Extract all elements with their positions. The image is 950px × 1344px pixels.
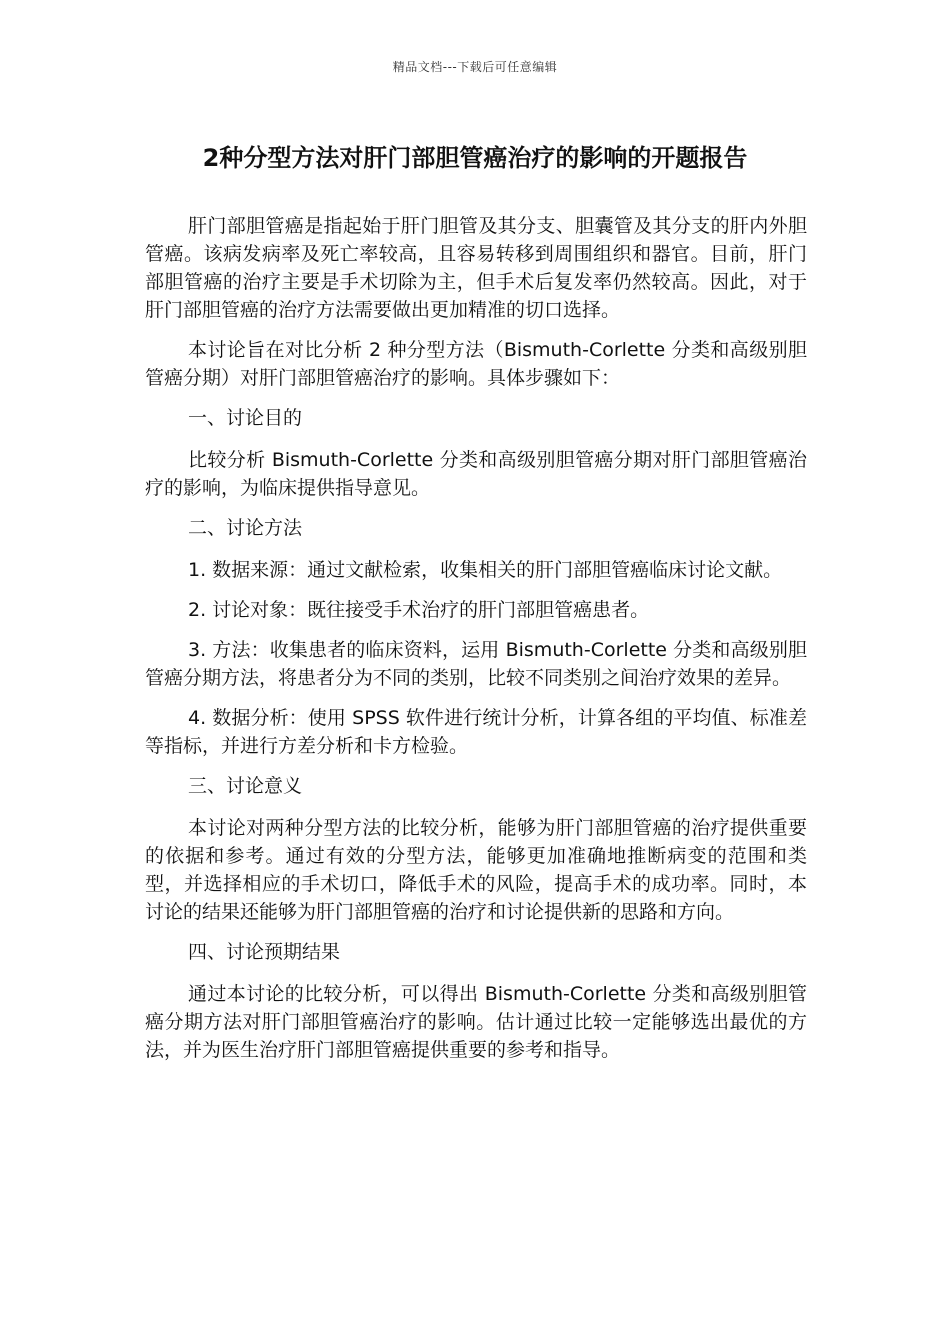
purpose-paragraph: 比较分析 Bismuth-Corlette 分类和高级别胆管癌分期对肝门部胆管癌治疗的影响，为临床提供指导意见。 <box>145 449 807 499</box>
expected-results-paragraph: 通过本讨论的比较分析，可以得出 Bismuth-Corlette 分类和高级别胆管癌分期方法对肝门部胆管癌治疗的影响。估计通过比较一定能够选出最优的方法，并为医生治疗肝门部胆管癌提供重要的参考和指导。 <box>145 983 807 1061</box>
significance-paragraph: 本讨论对两种分型方法的比较分析，能够为肝门部胆管癌的治疗提供重要的依据和参考。通过有效的分型方法，能够更加准确地推断病变的范围和类型，并选择相应的手术切口，降低手术的风险，提高手术的成功率。同时，本讨论的结果还能够为肝门部胆管癌的治疗和讨论提供新的思路和方向。 <box>145 817 807 923</box>
method-item-4: 4. 数据分析：使用 SPSS 软件进行统计分析，计算各组的平均值、标准差等指标，并进行方差分析和卡方检验。 <box>145 707 807 757</box>
section-heading-significance: 三、讨论意义 <box>188 775 303 797</box>
section-heading-methods: 二、讨论方法 <box>188 517 303 539</box>
page-header-note: 精品文档---下载后可任意编辑 <box>392 60 558 74</box>
document-title: 2种分型方法对肝门部胆管癌治疗的影响的开题报告 <box>202 144 748 172</box>
method-item-3: 3. 方法：收集患者的临床资料，运用 Bismuth-Corlette 分类和高级别胆管癌分期方法，将患者分为不同的类别，比较不同类别之间治疗效果的差异。 <box>145 639 807 689</box>
method-item-1: 1. 数据来源：通过文献检索，收集相关的肝门部胆管癌临床讨论文献。 <box>188 559 783 581</box>
section-heading-expected-results: 四、讨论预期结果 <box>188 941 341 963</box>
method-item-2: 2. 讨论对象：既往接受手术治疗的肝门部胆管癌患者。 <box>188 599 650 621</box>
section-heading-purpose: 一、讨论目的 <box>188 407 303 429</box>
intro-paragraph: 肝门部胆管癌是指起始于肝门胆管及其分支、胆囊管及其分支的肝内外胆管癌。该病发病率及死亡率较高，且容易转移到周围组织和器官。目前，肝门部胆管癌的治疗主要是手术切除为主，但手术后复发率仍然较高。因此，对于肝门部胆管癌的治疗方法需要做出更加精准的切口选择。 <box>145 215 807 321</box>
aim-paragraph: 本讨论旨在对比分析 2 种分型方法（Bismuth-Corlette 分类和高级别胆管癌分期）对肝门部胆管癌治疗的影响。具体步骤如下： <box>145 339 807 389</box>
document-body <box>145 212 807 1076</box>
